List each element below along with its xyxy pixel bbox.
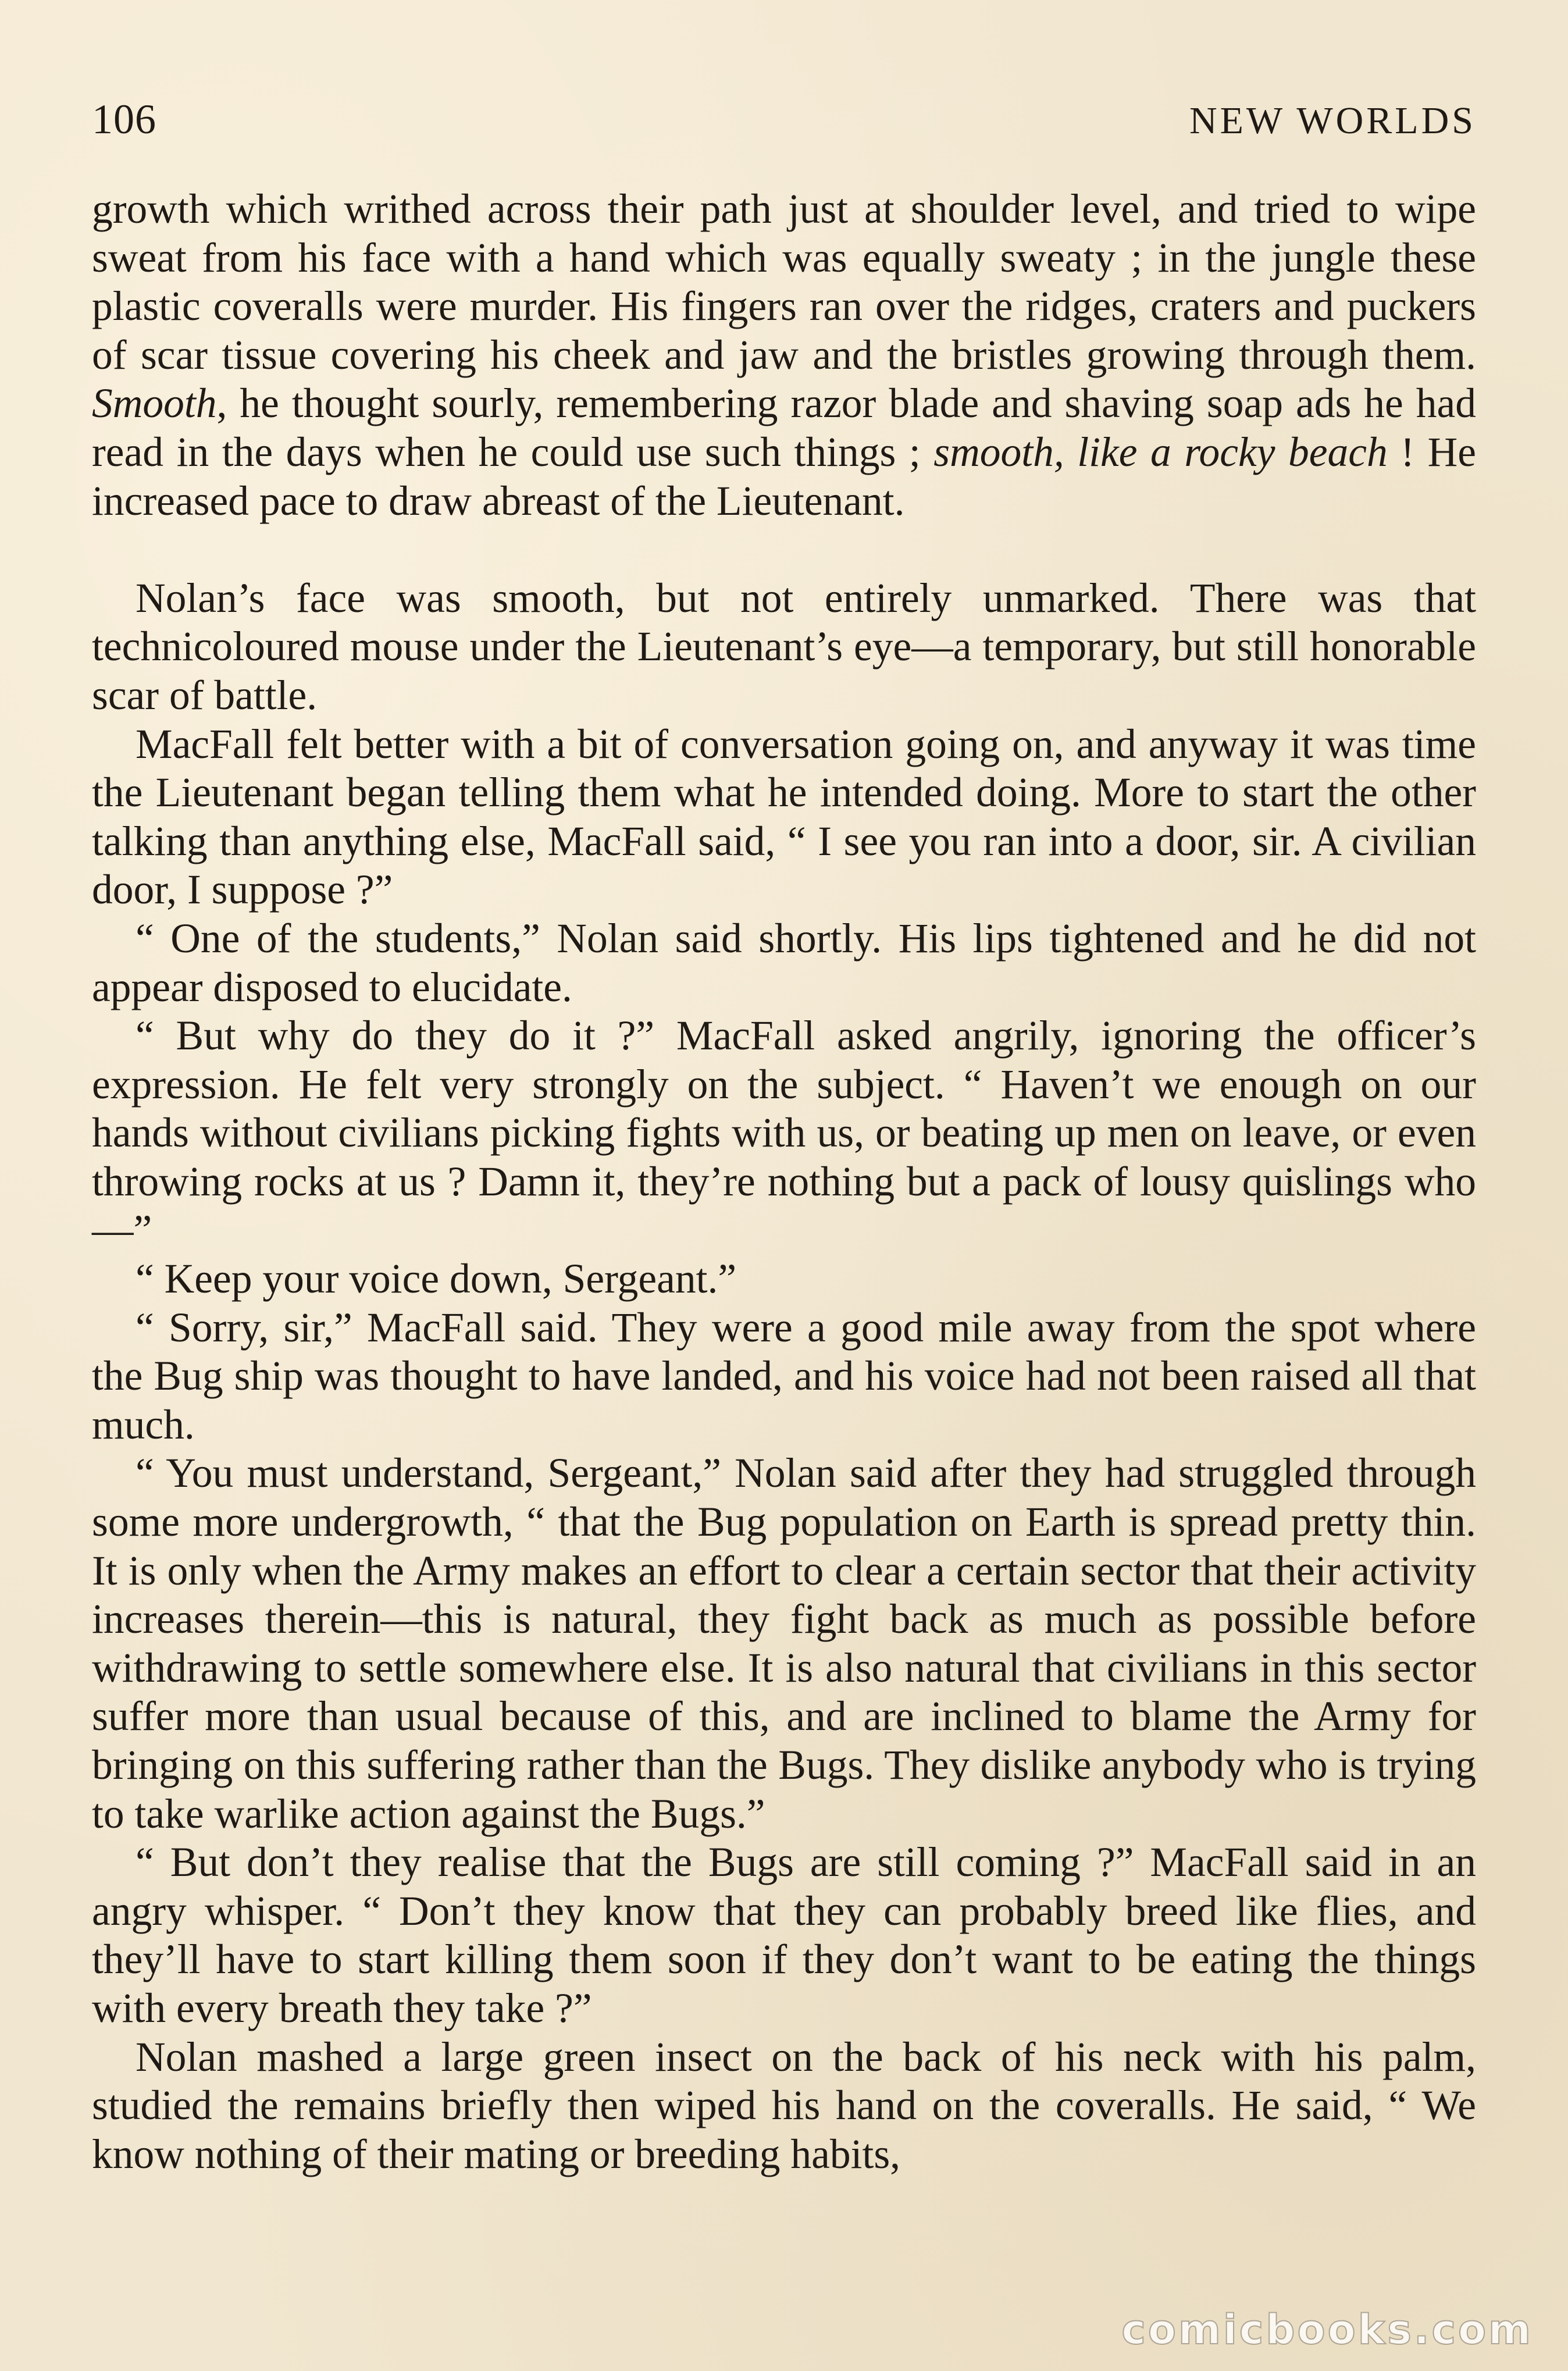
italic-run: smooth, like a rocky beach bbox=[933, 429, 1388, 475]
body-text bbox=[92, 185, 1476, 2178]
running-title: NEW WORLDS bbox=[1189, 99, 1476, 142]
watermark: comicbooks.com bbox=[1121, 2306, 1533, 2354]
page-header bbox=[92, 87, 1476, 151]
paragraph: “ But don’t they realise that the Bugs are still coming ?” MacFall said in an angry whisper. “ Don’t they know that they can probably breed like flies, and they’ll have to start killing them soon if they don’t want to be eating the things with every breath they take ?” bbox=[92, 1839, 1476, 2031]
paragraph: “ One of the students,” Nolan said shortly. His lips tightened and he did not appear disposed to elucidate. bbox=[92, 915, 1476, 1010]
paragraph-continued bbox=[92, 185, 1476, 525]
paragraph: “ But why do they do it ?” MacFall asked angrily, ignoring the officer’s expression. He felt very strongly on the subject. “ Haven’t we enough on our hands without civilians picking fights with us, or beating up men on leave, or even throwing rocks at us ? Damn it, they’re nothing but a pack of lousy quislings who—” bbox=[92, 1013, 1476, 1254]
paragraph: “ Keep your voice down, Sergeant.” bbox=[136, 1256, 737, 1302]
italic-run: Smooth bbox=[92, 380, 217, 427]
text-run: growth which writhed across their path just at shoulder level, and tried to wipe sweat from his face with a hand which was equally sweaty ; in the jungle these plastic coveralls were murder. His fingers ran over the ridges, craters and puckers of scar tissue covering his cheek and jaw and the bristles growing through them. bbox=[92, 186, 1476, 378]
paragraph: Nolan mashed a large green insect on the back of his neck with his palm, studied the remains briefly then wiped his hand on the coveralls. He said, “ We know nothing of their mating or breeding habits, bbox=[92, 2034, 1476, 2177]
paragraph: MacFall felt better with a bit of conversation going on, and anyway it was time the Lieutenant began telling them what he intended doing. More to start the other talking than anything else, MacFall said, “ I see you ran into a door, sir. A civilian door, I suppose ?” bbox=[92, 721, 1476, 913]
paragraph: “ You must understand, Sergeant,” Nolan said after they had struggled through some more undergrowth, “ that the Bug population on Earth is spread pretty thin. It is only when the Army makes an effort to clear a certain sector that their activity increases therein—this is natural, they fight back as much as possible before withdrawing to settle somewhere else. It is also natural that civilians in this sector suffer more than usual because of this, and are inclined to blame the Army for bringing on this suffering rather than the Bugs. They dislike anybody who is trying to take warlike action against the Bugs.” bbox=[92, 1450, 1476, 1837]
paragraph: “ Sorry, sir,” MacFall said. They were a good mile away from the spot where the Bug ship was thought to have landed, and his voice had not been raised all that much. bbox=[92, 1304, 1476, 1448]
paragraph: Nolan’s face was smooth, but not entirely unmarked. There was that technicoloured mouse under the Lieutenant’s eye—a temporary, but still honorable scar of battle. bbox=[92, 575, 1476, 718]
text-run: , he thought sourly, remembering razor blade and shaving soap ads he had read in the days when he could use such things ; bbox=[92, 380, 1476, 475]
text-run: ! He increased pace to draw abreast of the Lieutenant. bbox=[92, 429, 1477, 524]
page-number: 106 bbox=[92, 96, 156, 143]
